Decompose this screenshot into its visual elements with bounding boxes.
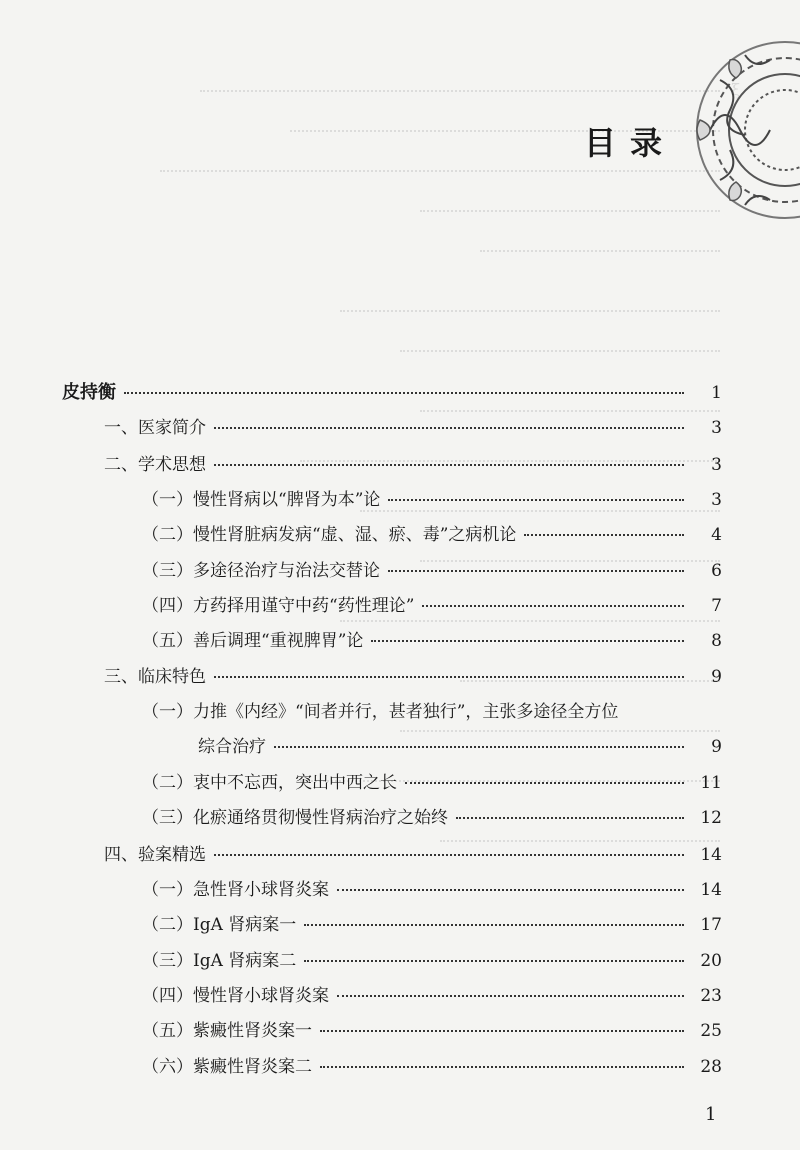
toc-entry-label: （二）慢性肾脏病发病“虚、湿、瘀、毒”之病机论 <box>142 525 517 545</box>
leader-dots <box>524 534 684 536</box>
toc-entry-label: （六）紫癜性肾炎案二 <box>142 1057 312 1077</box>
page-title: 目录 <box>583 124 676 162</box>
leader-dots <box>371 640 684 642</box>
toc-entry-page: 14 <box>700 880 722 900</box>
toc-entry-label: 二、学术思想 <box>104 455 206 475</box>
toc-entry-label: （四）慢性肾小球肾炎案 <box>142 986 329 1006</box>
toc-entry-label: 皮持衡 <box>62 382 116 403</box>
toc-entry[interactable] <box>104 840 722 865</box>
toc-entry-page: 25 <box>700 1021 722 1041</box>
toc-entry-continuation[interactable] <box>198 732 722 757</box>
toc-entry[interactable] <box>142 910 722 935</box>
toc-entry-page: 8 <box>711 631 722 651</box>
toc-entry[interactable] <box>142 626 722 651</box>
toc-entry[interactable] <box>142 520 722 545</box>
leader-dots <box>405 782 684 784</box>
toc-entry-label: （一）慢性肾病以“脾肾为本”论 <box>142 490 381 510</box>
toc-entry-label: （三）IgA 肾病案二 <box>142 951 297 971</box>
leader-dots <box>304 960 684 962</box>
toc-entry-page: 1 <box>711 383 722 403</box>
leader-dots <box>320 1030 684 1032</box>
leader-dots <box>214 854 684 856</box>
leader-dots <box>214 464 684 466</box>
toc-entry-page: 3 <box>711 418 722 438</box>
toc-entry-page: 9 <box>711 737 722 757</box>
toc-entry-label: 三、临床特色 <box>104 667 206 687</box>
leader-dots <box>320 1066 684 1068</box>
leader-dots <box>124 392 684 394</box>
ornament-icon <box>690 20 800 260</box>
leader-dots <box>214 427 684 429</box>
leader-dots <box>422 605 684 607</box>
toc-entry-label: （二）IgA 肾病案一 <box>142 915 297 935</box>
toc-entry-page: 23 <box>700 986 722 1006</box>
toc-entry-label: （五）紫癜性肾炎案一 <box>142 1021 312 1041</box>
page-number: 1 <box>705 1104 717 1125</box>
toc-entry-label: （一）急性肾小球肾炎案 <box>142 880 329 900</box>
toc-entry-page: 4 <box>711 525 722 545</box>
leader-dots <box>274 746 684 748</box>
toc-entry-page: 11 <box>700 773 722 793</box>
toc-entry[interactable] <box>142 768 722 793</box>
toc-entry[interactable] <box>142 1016 722 1041</box>
toc-entry-page: 17 <box>700 915 722 935</box>
toc-entry-label: （三）多途径治疗与治法交替论 <box>142 561 380 581</box>
toc-entry[interactable] <box>142 981 722 1006</box>
toc-entry[interactable] <box>62 378 722 404</box>
show-through-text: ξ <box>120 80 720 860</box>
toc-entry[interactable] <box>142 556 722 581</box>
toc-entry[interactable] <box>142 485 722 510</box>
toc-entry-page: 6 <box>711 561 722 581</box>
toc-entry-page: 12 <box>700 808 722 828</box>
toc-entry[interactable] <box>142 946 722 971</box>
toc-entry-page: 14 <box>700 845 722 865</box>
leader-dots <box>456 817 684 819</box>
toc-entry-page: 7 <box>711 596 722 616</box>
leader-dots <box>304 924 684 926</box>
toc-entry-page: 20 <box>700 951 722 971</box>
toc-entry[interactable] <box>142 1052 722 1077</box>
toc-entry-page: 3 <box>711 490 722 510</box>
leader-dots <box>388 570 684 572</box>
toc-entry-label: （四）方药择用谨守中药“药性理论” <box>142 596 415 616</box>
toc-entry[interactable] <box>104 662 722 687</box>
toc-entry-label: （三）化瘀通络贯彻慢性肾病治疗之始终 <box>142 808 448 828</box>
toc-entry-page: 3 <box>711 455 722 475</box>
toc-entry[interactable] <box>142 591 722 616</box>
toc-entry[interactable] <box>104 450 722 475</box>
leader-dots <box>388 499 684 501</box>
toc-entry-label: （一）力推《内经》“间者并行，甚者独行”，主张多途径全方位 <box>142 702 619 722</box>
toc-entry-label: 四、验案精选 <box>104 845 206 865</box>
leader-dots <box>337 889 684 891</box>
toc-entry[interactable] <box>142 803 722 828</box>
toc-entry-label: 综合治疗 <box>198 737 266 757</box>
toc-entry[interactable] <box>142 875 722 900</box>
toc-entry-label: （五）善后调理“重视脾胃”论 <box>142 631 364 651</box>
toc-entry-label: 一、医家简介 <box>104 418 206 438</box>
toc-entry[interactable] <box>142 697 722 722</box>
leader-dots <box>214 676 684 678</box>
toc-entry-label: （二）衷中不忘西，突出中西之长 <box>142 773 397 793</box>
leader-dots <box>337 995 684 997</box>
toc-entry-page: 28 <box>700 1057 722 1077</box>
toc-entry-page: 9 <box>711 667 722 687</box>
toc-entry[interactable] <box>104 413 722 438</box>
